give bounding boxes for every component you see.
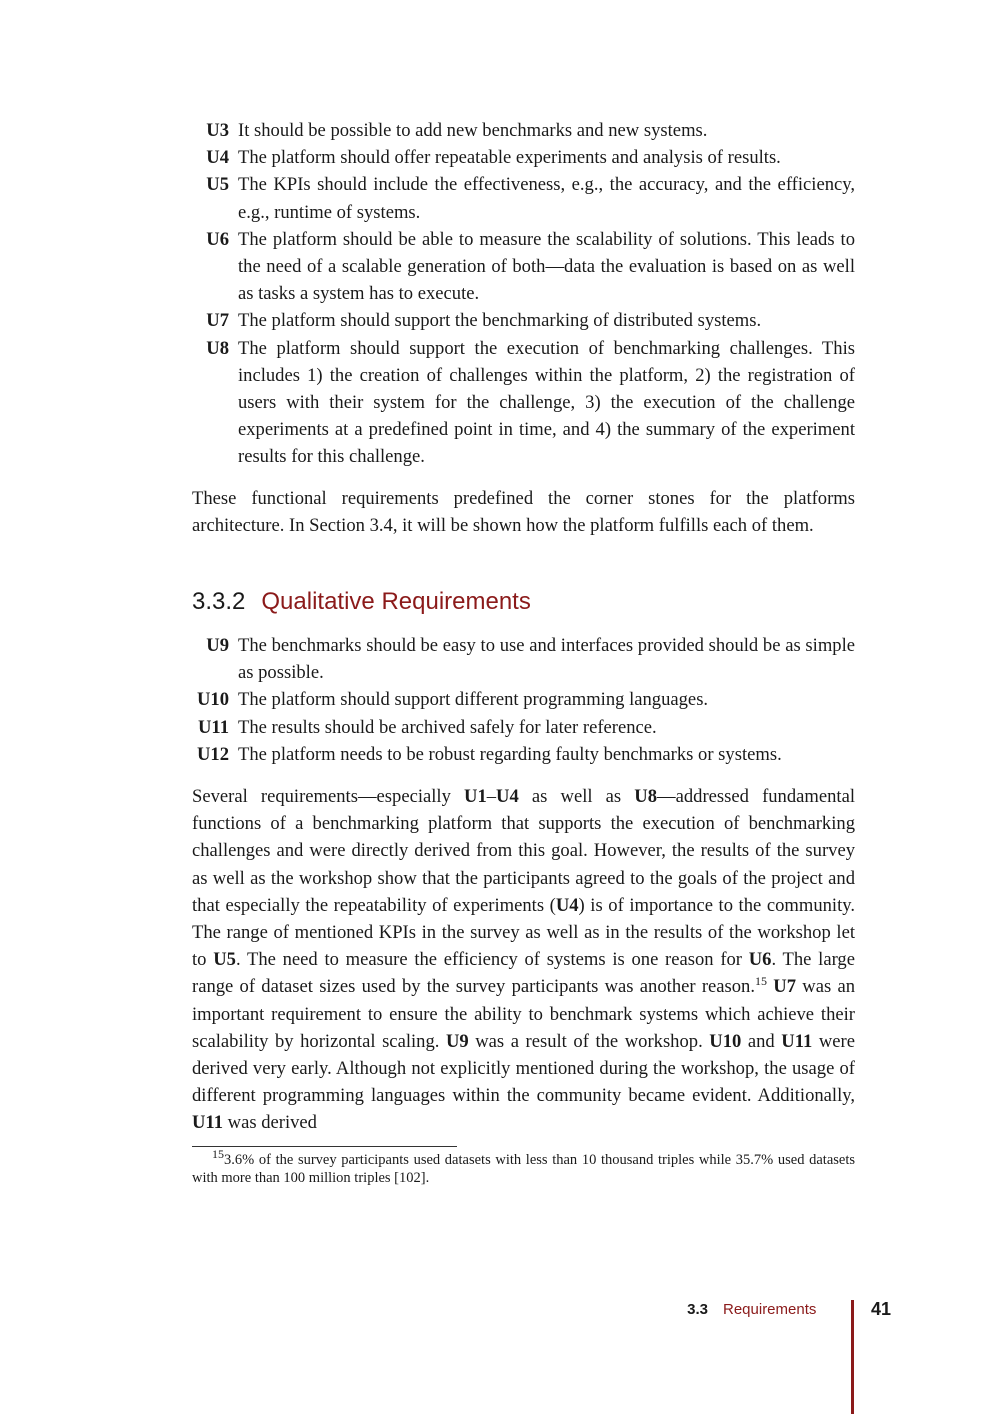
requirement-text: The KPIs should include the effectiveness, e.g., the accuracy, and the efficiency, e.g., runtime of systems. xyxy=(238,174,855,223)
text-segment: ) is of importance to the community. The range of mentioned KPIs in the survey as well as in the results of the workshop let to xyxy=(192,894,855,971)
requirement-item xyxy=(192,714,855,741)
requirement-item xyxy=(192,335,855,471)
text-segment: was a result of the workshop. xyxy=(468,1030,710,1052)
text-segment: was an important requirement to ensure the ability to benchmark systems which achieve their scalability by horizontal scaling. xyxy=(192,976,855,1052)
footnote-rule xyxy=(192,1146,457,1147)
requirement-text: The platform should support different programming languages. xyxy=(238,689,709,711)
text-segment: . The large range of dataset sizes used by the survey participants was another reason. xyxy=(192,949,855,998)
page-number: 41 xyxy=(871,1299,892,1319)
requirement-item xyxy=(192,171,855,225)
text-segment: – xyxy=(486,786,497,807)
paragraph xyxy=(192,485,855,539)
requirement-label: U9 xyxy=(206,635,229,656)
requirement-text: The platform needs to be robust regarding faulty benchmarks or systems. xyxy=(238,743,782,765)
text-segment: as well as xyxy=(518,786,635,807)
requirement-ref: U8 xyxy=(634,786,658,807)
text-segment: and xyxy=(741,1030,782,1052)
section-heading xyxy=(192,588,531,616)
footnote-mark: 15 xyxy=(212,1147,224,1162)
requirement-label: U12 xyxy=(196,743,229,765)
requirement-ref: U11 xyxy=(781,1030,813,1052)
requirement-label: U4 xyxy=(206,147,229,169)
requirement-ref: U11 xyxy=(192,1112,223,1134)
requirement-label: U5 xyxy=(206,174,229,196)
footnote-text: 3.6% of the survey participants used datasets with less than 10 thousand triples while 35.7% used datasets with more than 100 million triples [102]. xyxy=(192,1152,855,1186)
text-segment: . The need to measure the efficiency of systems is one reason for xyxy=(235,949,749,971)
footer-section-title: Requirements xyxy=(723,1301,817,1318)
requirement-label: U7 xyxy=(206,310,229,332)
requirement-ref: U5 xyxy=(213,949,236,971)
requirement-ref: U7 xyxy=(773,976,796,998)
requirement-item xyxy=(192,632,855,686)
requirement-ref: U1 xyxy=(464,786,487,807)
requirement-ref: U4 xyxy=(496,786,519,807)
section-title: Qualitative Requirements xyxy=(261,588,531,615)
text-segment: were derived very early. Although not explicitly mentioned during the workshop, the usage of different programming languages within the community became evident. Additionally, xyxy=(192,1030,855,1107)
paragraph-text: These functional requirements predefined the corner stones for the platforms architecture. In Section 3.4, it will be shown how the platform fulfills each of them. xyxy=(192,488,855,537)
paragraph xyxy=(192,783,855,1137)
requirement-label: U8 xyxy=(206,337,229,359)
section-number: 3.3.2 xyxy=(192,588,246,615)
requirement-item xyxy=(192,226,855,308)
requirement-text: The results should be archived safely for later reference. xyxy=(238,716,657,738)
requirement-label: U11 xyxy=(198,716,229,738)
footer-section-number: 3.3 xyxy=(687,1301,708,1318)
requirement-item xyxy=(192,686,855,713)
requirement-text: The platform should support the benchmarking of distributed systems. xyxy=(238,310,762,332)
requirement-text: The platform should support the execution of benchmarking challenges. This includes 1) the creation of challenges within the platform, 2) the registration of users with their system for the challenge, 3) the execution of the challenge experiments at a predefined point in time, and 4) the summary of the experiment results for this challenge. xyxy=(238,337,855,468)
requirement-label: U6 xyxy=(206,228,229,250)
requirement-text: The platform should offer repeatable experiments and analysis of results. xyxy=(238,147,781,169)
requirement-ref: U6 xyxy=(748,949,772,971)
requirement-text: The benchmarks should be easy to use and interfaces provided should be as simple as possible. xyxy=(238,635,855,684)
requirement-item xyxy=(192,741,855,768)
footnote xyxy=(192,1147,855,1187)
requirement-item xyxy=(192,117,855,144)
requirement-ref: U10 xyxy=(709,1030,742,1052)
requirement-item xyxy=(192,307,855,334)
requirement-item xyxy=(192,144,855,171)
requirement-ref: U9 xyxy=(445,1030,469,1052)
requirement-label: U3 xyxy=(206,120,229,141)
requirement-ref: U4 xyxy=(555,894,579,916)
requirement-text: It should be possible to add new benchmarks and new systems. xyxy=(238,120,708,141)
footer-divider xyxy=(851,1300,854,1414)
requirements-list-functional xyxy=(192,117,855,471)
requirement-label: U10 xyxy=(196,689,229,711)
paragraph-text xyxy=(192,783,855,1137)
footnote-ref: 15 xyxy=(755,974,767,989)
requirement-text: The platform should be able to measure the scalability of solutions. This leads to the need of a scalable generation of both—data the evaluation is based on as well as tasks a system has to execute. xyxy=(238,228,855,305)
requirements-list-qualitative xyxy=(192,632,855,768)
text-segment: was derived xyxy=(223,1112,317,1134)
text-segment: Several requirements—especially xyxy=(192,786,465,807)
text-segment: —addressed fundamental functions of a benchmarking platform that supports the execution of benchmarking challenges and were directly derived from this goal. However, the results of the survey as well as the workshop show that the participants agreed to the goals of the project and that especially the repeatability of experiments ( xyxy=(192,786,855,916)
